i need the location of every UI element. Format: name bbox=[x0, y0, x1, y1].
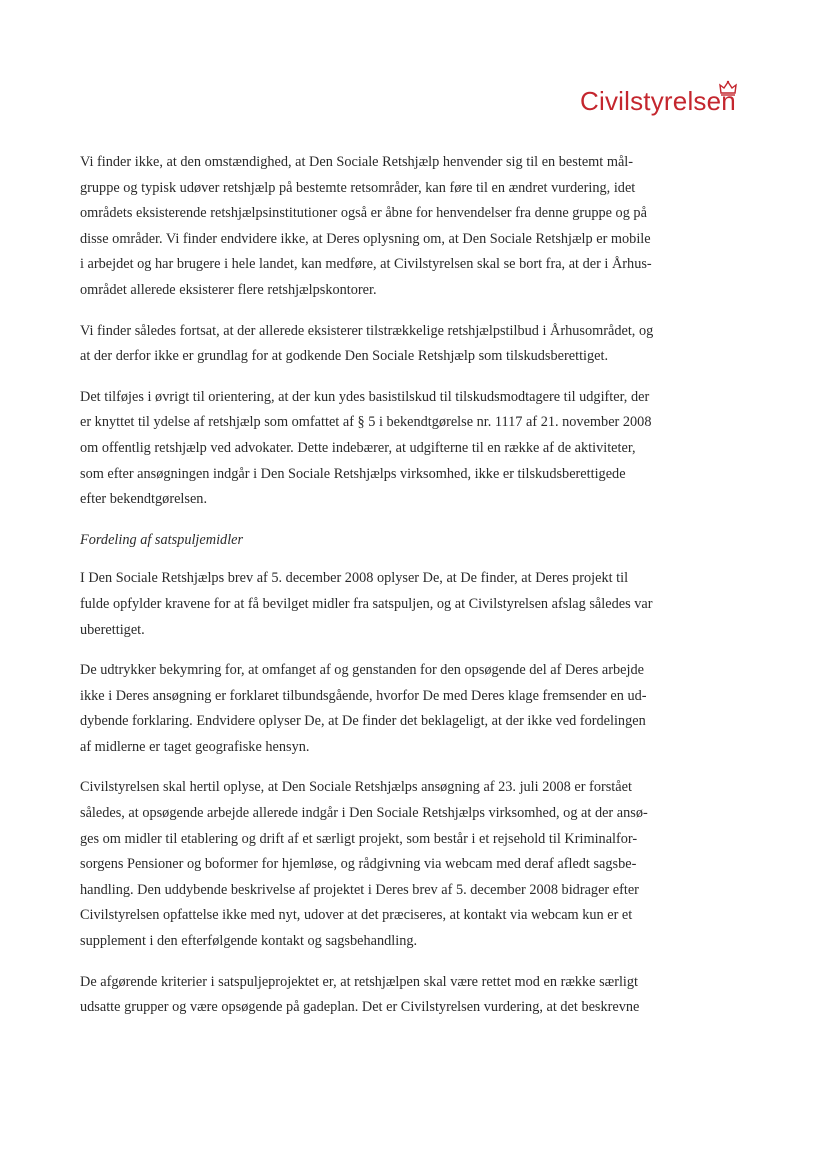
text-line: dybende forklaring. Endvidere oplyser De, at De finder det beklageligt, at der ikke ved fordelingen bbox=[80, 713, 646, 730]
text-line: at der derfor ikke er grundlag for at godkende Den Sociale Retshjælp som tilskudsberettiget. bbox=[80, 348, 609, 365]
text-line: områdets eksisterende retshjælpsinstitutioner også er åbne for henvendelser fra denne gruppe og på bbox=[80, 205, 647, 222]
text-line: efter bekendtgørelsen. bbox=[80, 491, 208, 508]
text-line: udsatte grupper og være opsøgende på gadeplan. Det er Civilstyrelsen vurdering, at det beskrevne bbox=[80, 999, 640, 1016]
logo-text: Civilstyrelsen bbox=[580, 86, 736, 116]
text-line: ges om midler til etablering og drift af et særligt projekt, som består i et rejsehold til Kriminalfor- bbox=[80, 830, 638, 847]
paragraph bbox=[80, 775, 722, 954]
text-line: Vi finder således fortsat, at der allerede eksisterer tilstrækkelige retshjælpstilbud i Århusområdet, og bbox=[80, 322, 654, 339]
text-line: er knyttet til ydelse af retshjælp som omfattet af § 5 i bekendtgørelse nr. 1117 af 21. november 2008 bbox=[80, 414, 652, 431]
text-line: I Den Sociale Retshjælps brev af 5. december 2008 oplyser De, at De finder, at Deres projekt til bbox=[80, 570, 629, 587]
text-line: sorgens Pensioner og boformer for hjemløse, og rådgivning via webcam med deraf afledt sagsbe- bbox=[80, 856, 637, 873]
text-line: som efter ansøgningen indgår i Den Sociale Retshjælps virksomhed, ikke er tilskudsberettigede bbox=[80, 465, 626, 482]
paragraph bbox=[80, 970, 722, 1021]
section-heading: Fordeling af satspuljemidler bbox=[80, 531, 244, 548]
text-line: området allerede eksisterer flere retshjælpskontorer. bbox=[80, 281, 377, 298]
text-line: i arbejdet og har brugere i hele landet, kan medføre, at Civilstyrelsen skal se bort fra, at der i Århus- bbox=[80, 256, 652, 273]
paragraph bbox=[80, 150, 722, 304]
letter-body bbox=[80, 150, 722, 1036]
text-line: Civilstyrelsen opfattelse ikke med nyt, udover at det præciseres, at kontakt via webcam kun er et bbox=[80, 907, 633, 924]
text-line: om offentlig retshjælp ved advokater. Dette indebærer, at udgifterne til en række af de aktiviteter, bbox=[80, 439, 636, 456]
text-line: gruppe og typisk udøver retshjælp på bestemte retsområder, kan føre til en ændret vurdering, idet bbox=[80, 179, 636, 196]
text-line: fulde opfylder kravene for at få bevilget midler fra satspuljen, og at Civilstyrelsen afslag således var bbox=[80, 595, 653, 612]
text-line: ikke i Deres ansøgning er forklaret tilbundsgående, hvorfor De med Deres klage fremsender en ud- bbox=[80, 687, 647, 704]
civilstyrelsen-logo bbox=[580, 80, 760, 120]
text-line: af midlerne er taget geografiske hensyn. bbox=[80, 738, 310, 755]
text-line: Det tilføjes i øvrigt til orientering, at der kun ydes basistilskud til tilskudsmodtagere til udgifter, der bbox=[80, 388, 650, 405]
text-line: uberettiget. bbox=[80, 621, 145, 638]
text-line: supplement i den efterfølgende kontakt og sagsbehandling. bbox=[80, 933, 418, 950]
paragraph bbox=[80, 566, 722, 643]
paragraph bbox=[80, 385, 722, 513]
text-line: Vi finder ikke, at den omstændighed, at Den Sociale Retshjælp henvender sig til en bestemt mål- bbox=[80, 154, 634, 170]
text-line: Civilstyrelsen skal hertil oplyse, at Den Sociale Retshjælps ansøgning af 23. juli 2008 er forstået bbox=[80, 779, 632, 796]
text-line: De afgørende kriterier i satspuljeprojektet er, at retshjælpen skal være rettet mod en række særligt bbox=[80, 973, 639, 990]
text-line: disse områder. Vi finder endvidere ikke, at Deres oplysning om, at Den Sociale Retshjælp er mobile bbox=[80, 230, 651, 247]
paragraph bbox=[80, 658, 722, 760]
text-line: handling. Den uddybende beskrivelse af projektet i Deres brev af 5. december 2008 bidrager efter bbox=[80, 881, 639, 898]
text-line: således, at opsøgende arbejde allerede indgår i Den Sociale Retshjælps virksomhed, og at der ansø- bbox=[80, 805, 648, 822]
paragraph bbox=[80, 319, 722, 370]
text-line: De udtrykker bekymring for, at omfanget af og genstanden for den opsøgende del af Deres arbejde bbox=[80, 662, 644, 679]
